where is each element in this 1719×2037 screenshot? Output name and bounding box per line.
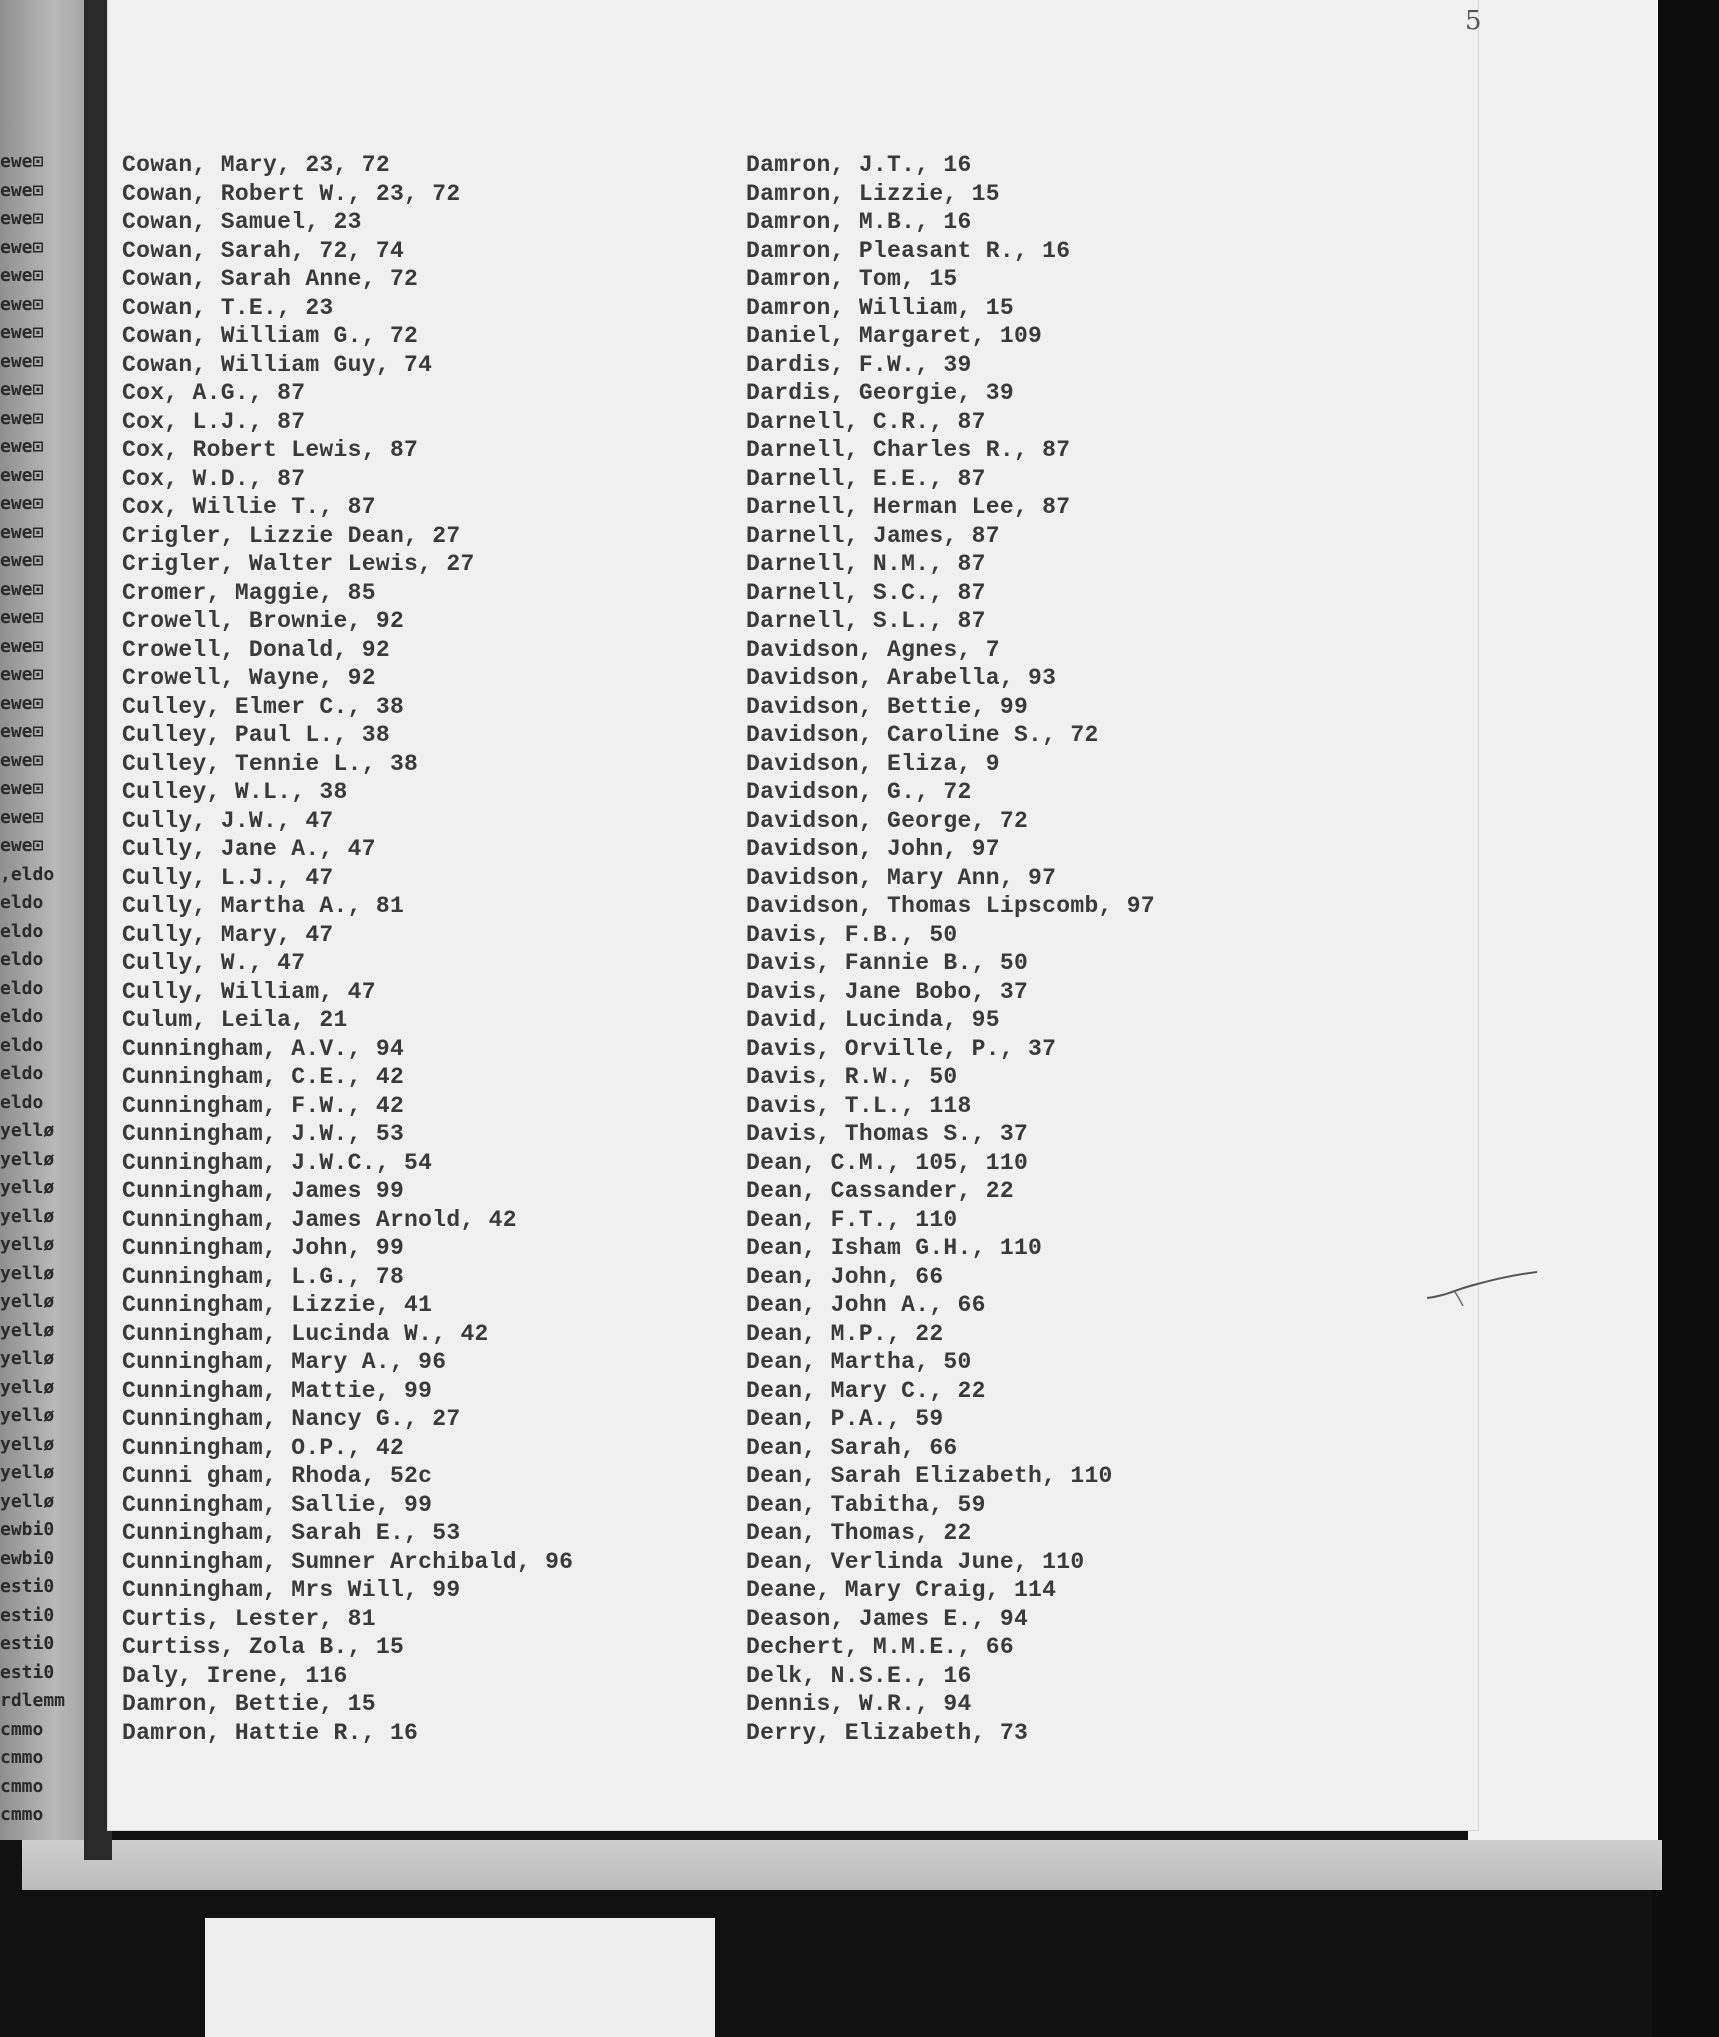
- index-entry: Dean, Isham G.H., 110: [746, 1235, 1043, 1261]
- previous-page-fragment: esti0: [0, 1604, 55, 1626]
- index-entry: Cunningham, Nancy G., 27: [122, 1406, 461, 1432]
- index-entry: Dean, Thomas, 22: [746, 1520, 972, 1546]
- previous-page-fragment: eldo: [0, 1006, 44, 1027]
- index-entry: Damron, M.B., 16: [746, 209, 972, 235]
- index-entry: Davidson, George, 72: [746, 807, 1029, 834]
- index-entry: Dean, F.T., 110: [746, 1206, 958, 1233]
- index-entry: Daniel, Margaret, 109: [746, 323, 1043, 349]
- index-entry: Cully, W., 47: [122, 950, 306, 976]
- previous-page-fragment: yellø: [0, 1291, 55, 1312]
- previous-page-fragment: ewe⊡: [0, 521, 44, 543]
- previous-page-fragment: esti0: [0, 1576, 55, 1597]
- index-entry: Cunningham, Sumner Archibald, 96: [122, 1548, 574, 1575]
- index-entry: Curtiss, Zola B., 15: [122, 1634, 405, 1660]
- index-entry: Davis, F.B., 50: [746, 921, 958, 948]
- index-entry: Damron, Bettie, 15: [122, 1691, 376, 1717]
- index-entry: Cunningham, John, 99: [122, 1235, 405, 1261]
- index-entry: Davis, Orville, P., 37: [746, 1035, 1057, 1062]
- previous-page-fragment: yellø: [0, 1234, 55, 1255]
- previous-page-fragment: eldo: [0, 977, 44, 999]
- previous-page-fragment: ewbi0: [0, 1519, 55, 1540]
- index-entry: Cully, Jane A., 47: [122, 836, 376, 862]
- index-entry: Davis, Jane Bobo, 37: [746, 978, 1029, 1005]
- index-entry: Cunni gham, Rhoda, 52c: [122, 1463, 433, 1489]
- index-entry: Dean, Martha, 50: [746, 1349, 972, 1375]
- index-entry: Damron, Tom, 15: [746, 266, 958, 292]
- index-entry: Davis, Fannie B., 50: [746, 950, 1029, 976]
- index-entry: Cunningham, J.W., 53: [122, 1121, 405, 1147]
- index-entry: Cunningham, A.V., 94: [122, 1035, 405, 1062]
- index-entry: Culley, W.L., 38: [122, 779, 348, 805]
- pencil-mark: [1425, 1268, 1540, 1308]
- dark-background-edge: [1652, 0, 1719, 2037]
- index-entry: Cunningham, Mary A., 96: [122, 1349, 447, 1375]
- previous-page-fragment: eldo: [0, 1034, 44, 1056]
- index-entry: Culley, Tennie L., 38: [122, 750, 419, 777]
- index-entry: Dean, Sarah Elizabeth, 110: [746, 1463, 1113, 1489]
- index-entry: Cunningham, Lucinda W., 42: [122, 1320, 489, 1347]
- index-entry: Darnell, E.E., 87: [746, 465, 986, 492]
- index-entry: Cunningham, Lizzie, 41: [122, 1292, 433, 1318]
- previous-page-fragment: ewbi0: [0, 1547, 55, 1569]
- index-entry: Davis, T.L., 118: [746, 1092, 972, 1119]
- previous-page-fragment: ewe⊡: [0, 236, 44, 258]
- index-entry: Cully, Mary, 47: [122, 921, 334, 948]
- index-entry: Dean, John, 66: [746, 1263, 944, 1290]
- previous-page-fragment: yellø: [0, 1376, 55, 1398]
- previous-page-fragment: yellø: [0, 1348, 55, 1369]
- previous-page-fragment: yellø: [0, 1319, 55, 1341]
- previous-page-fragment: ewe⊡: [0, 578, 44, 600]
- index-entry: Dean, P.A., 59: [746, 1406, 944, 1432]
- index-entry: Dean, Mary C., 22: [746, 1377, 986, 1404]
- index-entry: Cunningham, James Arnold, 42: [122, 1206, 517, 1233]
- index-entry: Dennis, W.R., 94: [746, 1691, 972, 1717]
- previous-page-fragment: ewe⊡: [0, 436, 44, 457]
- index-entry: Darnell, C.R., 87: [746, 408, 986, 435]
- index-entry: Cowan, Sarah, 72, 74: [122, 237, 405, 264]
- index-entry: Cowan, Sarah Anne, 72: [122, 266, 419, 292]
- index-entry: Cunningham, Sarah E., 53: [122, 1520, 461, 1546]
- previous-page-fragment: yellø: [0, 1148, 55, 1170]
- index-entry: Darnell, James, 87: [746, 522, 1000, 549]
- index-entry: Davis, R.W., 50: [746, 1064, 958, 1090]
- index-entry: Dean, Verlinda June, 110: [746, 1548, 1085, 1575]
- previous-page-fragment: ewe⊡: [0, 664, 44, 685]
- underlying-page-edge: [22, 1840, 1662, 1890]
- index-entry: Cowan, Robert W., 23, 72: [122, 180, 461, 207]
- previous-page-fragment: ewe⊡: [0, 749, 44, 771]
- index-entry: Dean, Cassander, 22: [746, 1178, 1014, 1204]
- index-entry: Dardis, Georgie, 39: [746, 380, 1014, 406]
- index-entry: Cunningham, James 99: [122, 1178, 405, 1204]
- index-entry: Darnell, N.M., 87: [746, 551, 986, 577]
- previous-page-fragment: ewe⊡: [0, 208, 44, 229]
- previous-page-fragment: eldo: [0, 949, 44, 970]
- index-entry: Cunningham, Mattie, 99: [122, 1377, 433, 1404]
- previous-page-fragment: ewe⊡: [0, 806, 44, 828]
- index-entry: Crowell, Brownie, 92: [122, 608, 405, 634]
- index-entry: Crowell, Wayne, 92: [122, 665, 376, 691]
- index-entry: Cox, Robert Lewis, 87: [122, 437, 419, 463]
- index-entry: Darnell, S.C., 87: [746, 579, 986, 606]
- previous-page-fragment: cmmo: [0, 1775, 44, 1797]
- index-entry: Damron, Pleasant R., 16: [746, 237, 1071, 264]
- previous-page-fragment: cmmo: [0, 1718, 44, 1740]
- previous-page-fragment: ewe⊡: [0, 407, 44, 429]
- previous-page-fragment: esti0: [0, 1633, 55, 1654]
- previous-page-fragment: ewe⊡: [0, 379, 44, 400]
- previous-page-fragment: eldo: [0, 1091, 44, 1113]
- previous-page-text-fragments: [0, 148, 88, 1830]
- previous-page-fragment: yellø: [0, 1433, 55, 1455]
- index-entry: Daly, Irene, 116: [122, 1662, 348, 1689]
- index-entry: Dardis, F.W., 39: [746, 351, 972, 378]
- index-entry: Delk, N.S.E., 16: [746, 1662, 972, 1689]
- previous-page-fragment: ewe⊡: [0, 293, 44, 315]
- index-entry: Damron, Hattie R., 16: [122, 1719, 419, 1746]
- index-entry: Davidson, Eliza, 9: [746, 750, 1000, 777]
- previous-page-fragment: ewe⊡: [0, 692, 44, 714]
- previous-page-fragment: ewe⊡: [0, 493, 44, 514]
- index-entry: Davidson, Mary Ann, 97: [746, 864, 1057, 891]
- index-entry: Crigler, Walter Lewis, 27: [122, 551, 475, 577]
- index-entry: Cowan, William G., 72: [122, 323, 419, 349]
- index-entry: Davidson, John, 97: [746, 836, 1000, 862]
- index-entry: Cowan, T.E., 23: [122, 294, 334, 321]
- previous-page-fragment: yellø: [0, 1205, 55, 1227]
- index-entry: Cully, L.J., 47: [122, 864, 334, 891]
- index-entry: Cunningham, Sallie, 99: [122, 1491, 433, 1518]
- previous-page-fragment: ewe⊡: [0, 607, 44, 628]
- index-entry: Davidson, Arabella, 93: [746, 665, 1057, 691]
- previous-page-fragment: ewe⊡: [0, 179, 44, 201]
- index-entry: Crigler, Lizzie Dean, 27: [122, 522, 461, 549]
- index-entry: Dean, M.P., 22: [746, 1320, 944, 1347]
- index-entry: Deason, James E., 94: [746, 1605, 1029, 1632]
- index-entry: Cunningham, L.G., 78: [122, 1263, 405, 1290]
- previous-page-fragment: ewe⊡: [0, 265, 44, 286]
- previous-page-fragment: yellø: [0, 1462, 55, 1483]
- previous-page-fragment: ewe⊡: [0, 350, 44, 372]
- index-entry: Cunningham, Mrs Will, 99: [122, 1577, 461, 1603]
- index-entry: Damron, William, 15: [746, 294, 1014, 321]
- previous-page-fragment: rdlemm: [0, 1690, 66, 1711]
- index-entry: Cowan, Mary, 23, 72: [122, 152, 390, 178]
- index-entry: Culum, Leila, 21: [122, 1007, 348, 1033]
- index-entry: Dean, Tabitha, 59: [746, 1491, 986, 1518]
- previous-page-fragment: ewe⊡: [0, 721, 44, 742]
- index-entry: Damron, J.T., 16: [746, 152, 972, 178]
- index-entry: Davidson, Thomas Lipscomb, 97: [746, 893, 1155, 919]
- index-entry: Cromer, Maggie, 85: [122, 579, 376, 606]
- index-entry: Derry, Elizabeth, 73: [746, 1719, 1029, 1746]
- index-entry: Culley, Elmer C., 38: [122, 693, 405, 720]
- previous-page-fragment: ewe⊡: [0, 322, 44, 343]
- index-entry: Culley, Paul L., 38: [122, 722, 390, 748]
- index-entry: Davis, Thomas S., 37: [746, 1121, 1029, 1147]
- index-entry: Darnell, S.L., 87: [746, 608, 986, 634]
- previous-page-fragment: ewe⊡: [0, 635, 44, 657]
- previous-page-fragment: eldo: [0, 920, 44, 942]
- index-entry: Curtis, Lester, 81: [122, 1605, 376, 1632]
- previous-page-fragment: cmmo: [0, 1804, 44, 1825]
- previous-page-fragment: yellø: [0, 1490, 55, 1512]
- previous-page-fragment: yellø: [0, 1405, 55, 1426]
- index-column-right: [746, 151, 1155, 1747]
- index-entry: Dean, Sarah, 66: [746, 1434, 958, 1461]
- index-column-left: [122, 151, 573, 1747]
- index-entry: Cully, William, 47: [122, 978, 376, 1005]
- index-entry: Cunningham, O.P., 42: [122, 1434, 405, 1461]
- previous-page-fragment: ,eldo: [0, 863, 55, 885]
- index-entry: Cully, J.W., 47: [122, 807, 334, 834]
- page-margin-right: [1468, 0, 1658, 1840]
- index-entry: Dechert, M.M.E., 66: [746, 1634, 1014, 1660]
- previous-page-fragment: yellø: [0, 1177, 55, 1198]
- index-entry: Cunningham, C.E., 42: [122, 1064, 405, 1090]
- previous-page-fragment: ewe⊡: [0, 835, 44, 856]
- previous-page-fragment: eldo: [0, 1063, 44, 1084]
- index-entry: Cowan, Samuel, 23: [122, 209, 362, 235]
- index-entry: Damron, Lizzie, 15: [746, 180, 1000, 207]
- index-entry: Darnell, Herman Lee, 87: [746, 494, 1071, 520]
- index-entry: Davidson, Caroline S., 72: [746, 722, 1099, 748]
- previous-page-fragment: yellø: [0, 1120, 55, 1141]
- previous-page-fragment: ewe⊡: [0, 464, 44, 486]
- index-entry: Deane, Mary Craig, 114: [746, 1577, 1057, 1603]
- index-entry: Dean, C.M., 105, 110: [746, 1149, 1029, 1176]
- index-entry: Darnell, Charles R., 87: [746, 437, 1071, 463]
- index-entry: Cowan, William Guy, 74: [122, 351, 433, 378]
- previous-page-fragment: yellø: [0, 1262, 55, 1284]
- index-entry: Davidson, G., 72: [746, 779, 972, 805]
- index-entry: Cox, W.D., 87: [122, 465, 306, 492]
- previous-page-fragment: ewe⊡: [0, 151, 44, 172]
- previous-page-fragment: eldo: [0, 892, 44, 913]
- index-entry: Davidson, Agnes, 7: [746, 636, 1000, 663]
- index-entry: Dean, John A., 66: [746, 1292, 986, 1318]
- index-entry: Cully, Martha A., 81: [122, 893, 405, 919]
- bottom-paper-slip: [205, 1918, 715, 2037]
- previous-page-fragment: ewe⊡: [0, 550, 44, 571]
- previous-page-fragment: cmmo: [0, 1747, 44, 1768]
- index-entry: Cunningham, J.W.C., 54: [122, 1149, 433, 1176]
- previous-page-fragment: ewe⊡: [0, 778, 44, 799]
- index-entry: Cox, Willie T., 87: [122, 494, 376, 520]
- index-entry: Cunningham, F.W., 42: [122, 1092, 405, 1119]
- page-number: 5: [1465, 6, 1482, 36]
- index-entry: Cox, A.G., 87: [122, 380, 306, 406]
- index-entry: Crowell, Donald, 92: [122, 636, 390, 663]
- previous-page-fragment: esti0: [0, 1661, 55, 1683]
- index-entry: David, Lucinda, 95: [746, 1007, 1000, 1033]
- index-entry: Davidson, Bettie, 99: [746, 693, 1029, 720]
- index-entry: Cox, L.J., 87: [122, 408, 306, 435]
